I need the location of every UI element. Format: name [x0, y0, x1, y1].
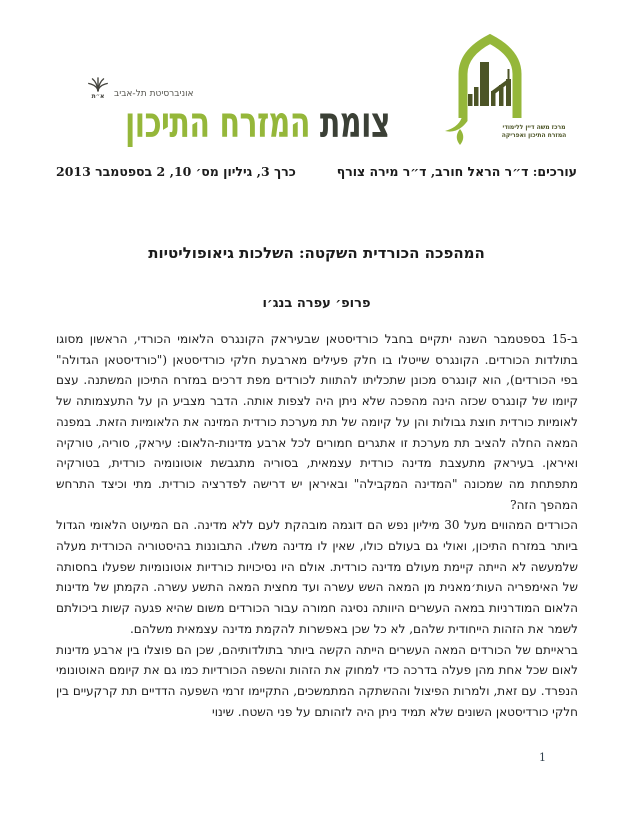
university-name: אוניברסיטת תל-אביב	[114, 89, 194, 99]
body-paragraph: הכורדים המהווים מעל 30 מיליון נפש הם דוגמה מובהקת לעם ללא מדינה. הם המיעוט הלאומי הגדול ביותר במזרח התיכון, ואולי גם בעולם כולו, שאין לו מדינה משלו. התבוננות בהיסטוריה הכורדית מעלה שלמעשה לא הייתה קיימת מעולם מדינה כורדית. אולם היו נסיכויות כורדיות אוטונומיות שפעלו בחסותה של האימפריה העות׳מאנית מן המאה השש עשרה ועד מחצית המאה התשע עשרה. הקמתן של מדינות הלאום המודרניות במאה העשרים היוותה נסיגה חמורה עבור הכורדים משום שהיא פגעה קשות ביכולתם לשמר את הזהות הייחודית שלהם, לא כל שכן באפשרות להקמת מדינה עצמאית משלהם.	[56, 518, 578, 636]
page-number: 1	[539, 751, 546, 764]
center-name-line1: מרכז משה דיין ללימודי	[502, 124, 566, 131]
editors-names: עורכים: ד״ר הראל חורב, ד״ר מירה צורף	[336, 164, 577, 179]
tau-logo-icon	[86, 74, 110, 100]
center-name	[501, 124, 567, 140]
article-title: המהפכה הכורדית השקטה: השלכות גיאופוליטיות	[148, 244, 485, 262]
issue-info: כרך 3, גיליון מס׳ 10,‏ 2 בספטמבר 2013	[56, 164, 296, 179]
tau-logo	[86, 74, 194, 100]
newsletter-title-words-green: המזרח התיכון	[124, 98, 310, 149]
editors-row	[56, 164, 577, 179]
body-paragraph: ב-15 בספטמבר השנה יתקיים בחבל כורדיסטאן שבעיראק הקונגרס הלאומי הכורדי, הראשון מסוגו בתולדות הכורדים. הקונגרס שייטלו בו חלק פעילים מארבעת חלקי כורדיסטאן ("כורדיסטאן הגדולה" בפי הכורדים), הוא קונגרס מכונן שתכליתו להתוות לכורדים מפת דרכים במזרח התיכון המשתנה. עצם קיומו של קונגרס שכזה הינה מהפכה שלא ניתן היה לצפות אותה. הדבר מצביע הן על התעצמותה של לאומיות כורדית חוצת גבולות והן על קיומה של תת מערכת כורדית המזינה את הלאומיות הזאת. במפנה המאה החלה להציב תת מערכת זו אתגרים חמורים לכל ארבע מדינות-הלאום: עיראק, סוריה, טורקיה ואיראן. בעיראק מתעצבת מדינה כורדית עצמאית, בסוריה מתגבשת אוטונומיה כורדית, בטורקיה מתפתחת מה שמכונה "המדינה המקבילה" ובאיראן יש דרישה לפדרציה כורדית. מתי וכיצד התרחש המהפך הזה?	[56, 332, 578, 512]
article-body	[56, 329, 578, 722]
newsletter-title	[124, 98, 390, 149]
center-name-line2: המזרח התיכון ואפריקה	[501, 132, 567, 139]
newsletter-title-word-dark: צומת	[319, 98, 390, 149]
tau-monogram: א״ת	[91, 93, 105, 100]
article-author: פרופ׳ עפרה בנג׳ו	[262, 296, 371, 311]
tau-fan-icon	[86, 74, 110, 93]
body-paragraph: בראייתם של הכורדים המאה העשרים הייתה הקשה ביותר בתולדותיהם, שכן הם פוצלו בין ארבע מדינות לאום שכל אחת מהן פעלה בדרכה כדי למחוק את הזהות והשפה הכורדיות כמו גם את קיומם האוטונומי הנפרד. עם זאת, ולמרות הפיצול וההשתקה המתמשכים, התקיימו זרמי השפעה הדדיים תת קרקעיים בין חלקי כורדיסטאן השונים שלא תמיד ניתן היה לזהותם על פני השטח. שינוי	[56, 642, 578, 719]
